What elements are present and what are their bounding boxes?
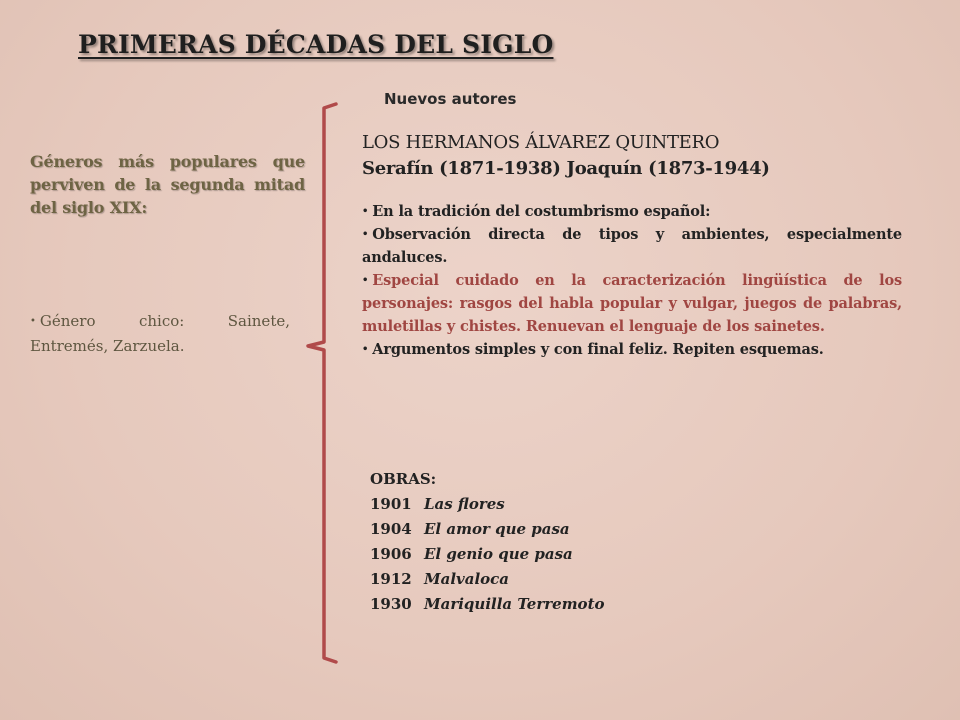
bullet-icon: • [30,316,36,327]
authors-name: LOS HERMANOS ÁLVAREZ QUINTERO [362,132,720,153]
work-title: El genio que pasa [424,545,573,563]
work-title: Las flores [424,495,505,513]
work-year: 1901 [370,495,412,513]
page-title: PRIMERAS DÉCADAS DEL SIGLO [78,30,554,59]
list-item [362,338,902,361]
authors-block [362,130,902,361]
bullet-icon: • [362,229,369,240]
bullet-icon: • [362,206,369,217]
works-list [370,467,670,617]
genre-list-item [30,309,290,358]
list-item-text: Argumentos simples y con final feliz. Repiten esquemas. [372,341,824,358]
work-item [370,592,670,617]
bullet-icon: • [362,275,369,286]
list-item-text: En la tradición del costumbrismo español: [372,203,711,220]
list-item-text: Observación directa de tipos y ambientes, especialmente andaluces. [362,226,902,266]
bullet-icon: • [362,344,369,355]
list-item [362,223,902,269]
work-year: 1906 [370,545,412,563]
work-item [370,567,670,592]
work-item [370,517,670,542]
section-subtitle: Nuevos autores [384,90,517,108]
work-year: 1930 [370,595,412,613]
list-item-text: Especial cuidado en la caracterización lingüística de los personajes: rasgos del habla popular y vulgar, juegos de palabras, muletillas y chistes. Renuevan el lenguaje de los sainetes. [362,272,902,335]
curly-bracket-icon [300,98,360,668]
work-year: 1904 [370,520,412,538]
work-title: El amor que pasa [424,520,570,538]
authors-heading [362,130,902,182]
genres-heading: Géneros más populares que perviven de la segunda mitad del siglo XIX: [30,152,305,217]
characteristics-list [362,200,902,361]
work-year: 1912 [370,570,412,588]
works-heading: OBRAS: [370,470,437,488]
authors-dates: Serafín (1871-1938) Joaquín (1873-1944) [362,158,770,179]
list-item-highlighted [362,269,902,338]
work-title: Malvaloca [424,570,510,588]
genre-item-text: Género chico: Sainete, Entremés, Zarzuela. [30,312,290,355]
list-item [362,200,902,223]
work-item [370,492,670,517]
work-item [370,542,670,567]
work-title: Mariquilla Terremoto [424,595,605,613]
